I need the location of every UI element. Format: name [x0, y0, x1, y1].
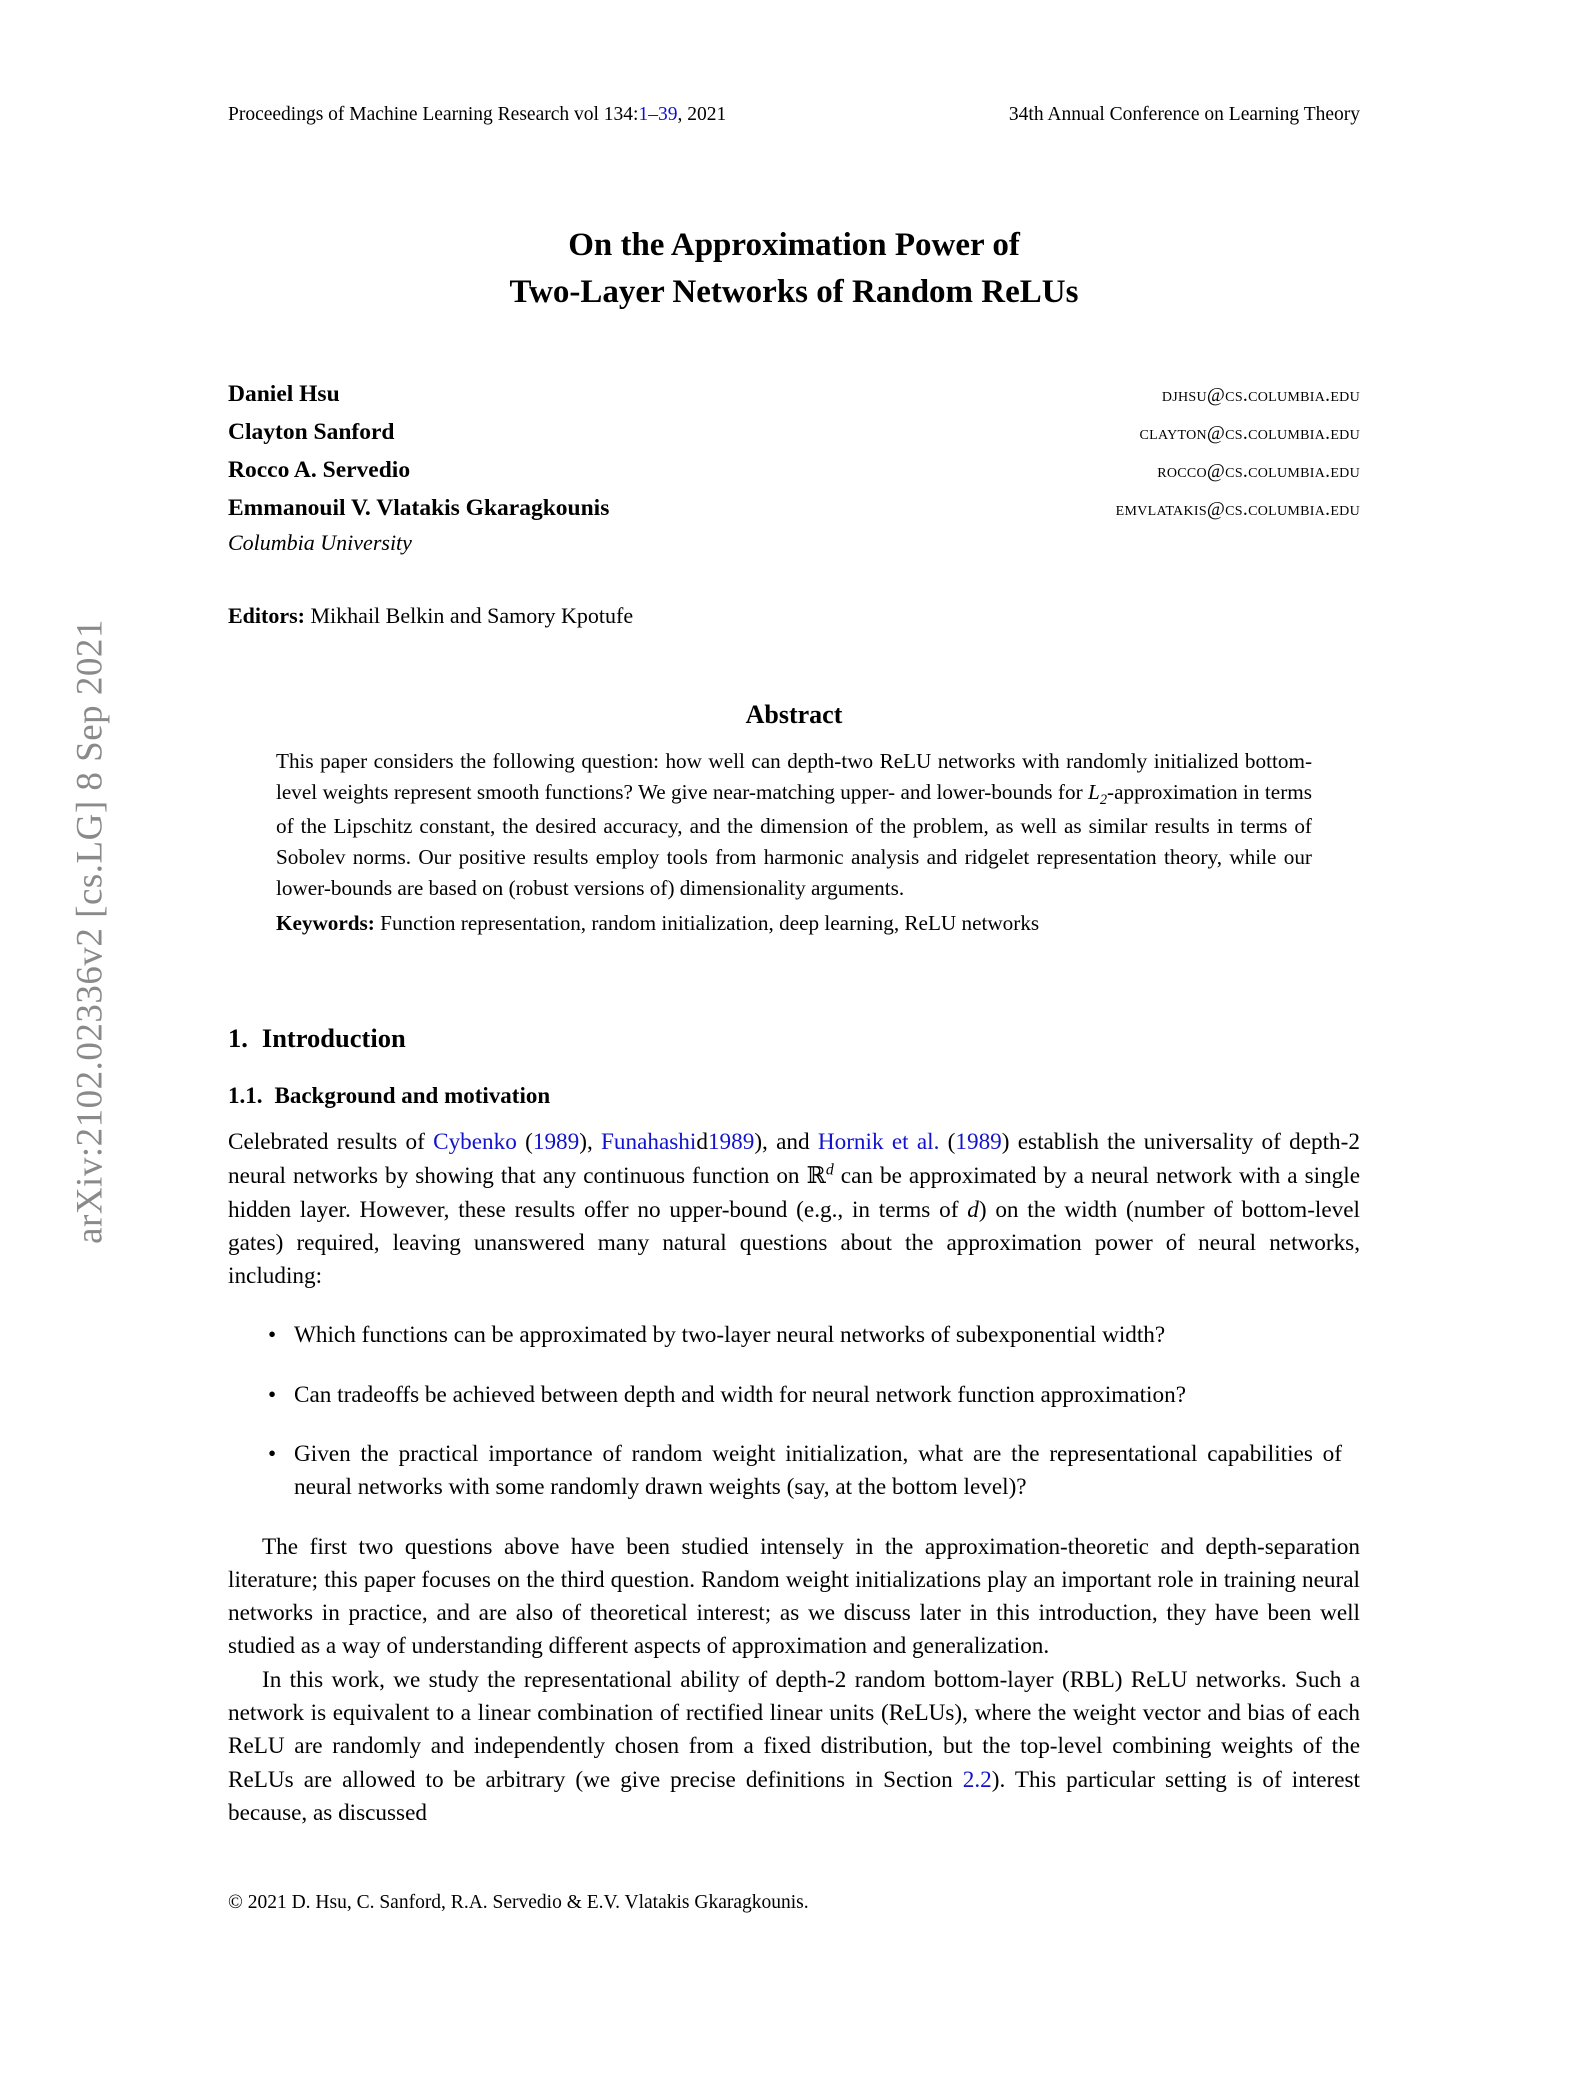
paragraph-first-two-questions: The first two questions above have been studied intensely in the approximation-theoretic and depth-separation literature; this paper focuses on the third question. Random weight initializations play an important role in training neural networks in practice, and are also of theoretical interest; as we discuss later in this introduction, they have been well studied as a way of understanding different aspects of approximation and generalization.: [228, 1533, 1360, 1660]
author-row: [228, 375, 1360, 413]
abstract-block: [276, 700, 1312, 938]
citation-hornik[interactable]: Hornik et al.: [817, 1129, 940, 1155]
section-number: 1.: [228, 1023, 248, 1053]
p1-text-f: (: [939, 1129, 956, 1155]
author-email[interactable]: rocco@cs.columbia.edu: [1157, 461, 1360, 483]
abstract-text: [276, 746, 1312, 904]
keywords-label: Keywords:: [276, 910, 375, 935]
running-header-left: [228, 103, 726, 126]
p3-text-b: ). This particular setting is of interest because, as discussed: [228, 1766, 1360, 1826]
paragraph-intro: [228, 1126, 1360, 1293]
p1-text-i: ) on the width (number of bottom-level gates) required, leaving unanswered many natural questions about the approximation power of neural networks, including:: [228, 1196, 1360, 1290]
p1-text-a: Celebrated results of: [228, 1129, 434, 1155]
section-reference-link[interactable]: 2.2: [962, 1766, 992, 1793]
math-L-subscript: 2: [1099, 792, 1108, 809]
section-title: Introduction: [261, 1023, 406, 1053]
paragraph-in-this-work: [228, 1664, 1360, 1830]
author-row: [228, 413, 1360, 451]
math-d: d: [967, 1196, 979, 1223]
author-name: Clayton Sanford: [228, 419, 395, 446]
subsection-heading-background: [228, 1083, 550, 1109]
conference-name: 34th Annual Conference on Learning Theory: [1008, 104, 1360, 125]
affiliation: Columbia University: [228, 530, 412, 556]
editors-names: Mikhail Belkin and Samory Kpotufe: [310, 603, 634, 628]
citation-funahashi[interactable]: Funahashi: [601, 1129, 697, 1155]
math-dimension-superscript: d: [825, 1161, 834, 1179]
title-line-2: Two-Layer Networks of Random ReLUs: [509, 273, 1079, 310]
editors-label: Editors:: [228, 603, 305, 628]
author-row: [228, 451, 1360, 489]
keywords-value: Function representation, random initialization, deep learning, ReLU networks: [380, 910, 1040, 935]
math-real-numbers: ℝ: [806, 1162, 826, 1190]
author-row: [228, 489, 1360, 527]
list-item: • Which functions can be approximated by two-layer neural networks of subexponential width?: [228, 1319, 1360, 1352]
arxiv-stamp: arXiv:2102.02336v2 [cs.LG] 8 Sep 2021: [69, 619, 111, 1244]
author-email[interactable]: clayton@cs.columbia.edu: [1139, 423, 1360, 445]
abstract-heading: Abstract: [745, 700, 843, 729]
subsection-title: Background and motivation: [274, 1083, 551, 1108]
list-item: • Can tradeoffs be achieved between depth and width for neural network function approximation?: [228, 1379, 1360, 1412]
abstract-part-1: This paper considers the following question: how well can depth-two ReLU networks with randomly initialized bottom-level weights represent smooth functions? We give near-matching upper- and lower-bounds for: [276, 749, 1312, 804]
author-name: Daniel Hsu: [228, 381, 340, 407]
page-content: [228, 0, 1360, 2076]
page-title: [228, 222, 1360, 316]
author-name: Rocco A. Servedio: [228, 457, 411, 484]
editors-line: [228, 603, 633, 629]
citation-funahashi-year[interactable]: 1989: [707, 1129, 755, 1155]
p1-text-e: ), and: [754, 1129, 818, 1155]
p1-text-b: (: [516, 1129, 533, 1155]
p3-text-a: In this work, we study the representational ability of depth-2 random bottom-layer (RBL) ReLU networks. Such a network is equivalent to a linear combination of rectified linear units (ReLUs), where the weight vector and bias of each ReLU are randomly and independently chosen from a fixed distribution, but the top-level combining weights of the ReLUs are allowed to be arbitrary (we give precise definitions in Section: [228, 1666, 1360, 1793]
journal-year: , 2021: [677, 104, 727, 125]
p1-text-c: ),: [579, 1129, 602, 1155]
page-range-link[interactable]: 1–39: [638, 104, 678, 125]
citation-cybenko-year[interactable]: 1989: [532, 1129, 580, 1155]
p1-text-d: d: [696, 1129, 708, 1155]
open-questions-list: [228, 1319, 1360, 1504]
citation-cybenko[interactable]: Cybenko: [433, 1129, 517, 1155]
list-item: • Given the practical importance of random weight initialization, what are the representational capabilities of neural networks with some randomly drawn weights (say, at the bottom level)?: [228, 1438, 1360, 1505]
math-L: L: [1088, 779, 1100, 804]
p1-text-g: ) establish the universality of depth-2 neural networks by showing that any continuous function on: [228, 1129, 1360, 1190]
author-block: [228, 375, 1360, 556]
p1-text-h: can be approximated by a neural network with a single hidden layer. However, these results offer no upper-bound (e.g., in terms of: [228, 1163, 1360, 1223]
subsection-number: 1.1.: [228, 1083, 263, 1108]
citation-hornik-year[interactable]: 1989: [955, 1129, 1002, 1155]
journal-name: Proceedings of Machine Learning Research vol 134:: [228, 104, 639, 125]
abstract-part-2: -approximation in terms of the Lipschitz constant, the desired accuracy, and the dimension of the problem, as well as similar results in terms of Sobolev norms. Our positive results employ tools from harmonic analysis and ridgelet representation theory, while our lower-bounds are based on (robust versions of) dimensionality arguments.: [276, 779, 1312, 900]
copyright-footer: © 2021 D. Hsu, C. Sanford, R.A. Servedio & E.V. Vlatakis Gkaragkounis.: [228, 1892, 809, 1913]
body-column: [228, 1126, 1360, 1830]
author-email[interactable]: emvlatakis@cs.columbia.edu: [1115, 499, 1360, 521]
running-header: [228, 103, 1360, 126]
keywords-line: [276, 908, 1312, 939]
author-email[interactable]: djhsu@cs.columbia.edu: [1161, 385, 1360, 406]
section-heading-introduction: [228, 1023, 406, 1054]
title-line-1: On the Approximation Power of: [568, 227, 1020, 263]
author-name: Emmanouil V. Vlatakis Gkaragkounis: [228, 495, 610, 522]
